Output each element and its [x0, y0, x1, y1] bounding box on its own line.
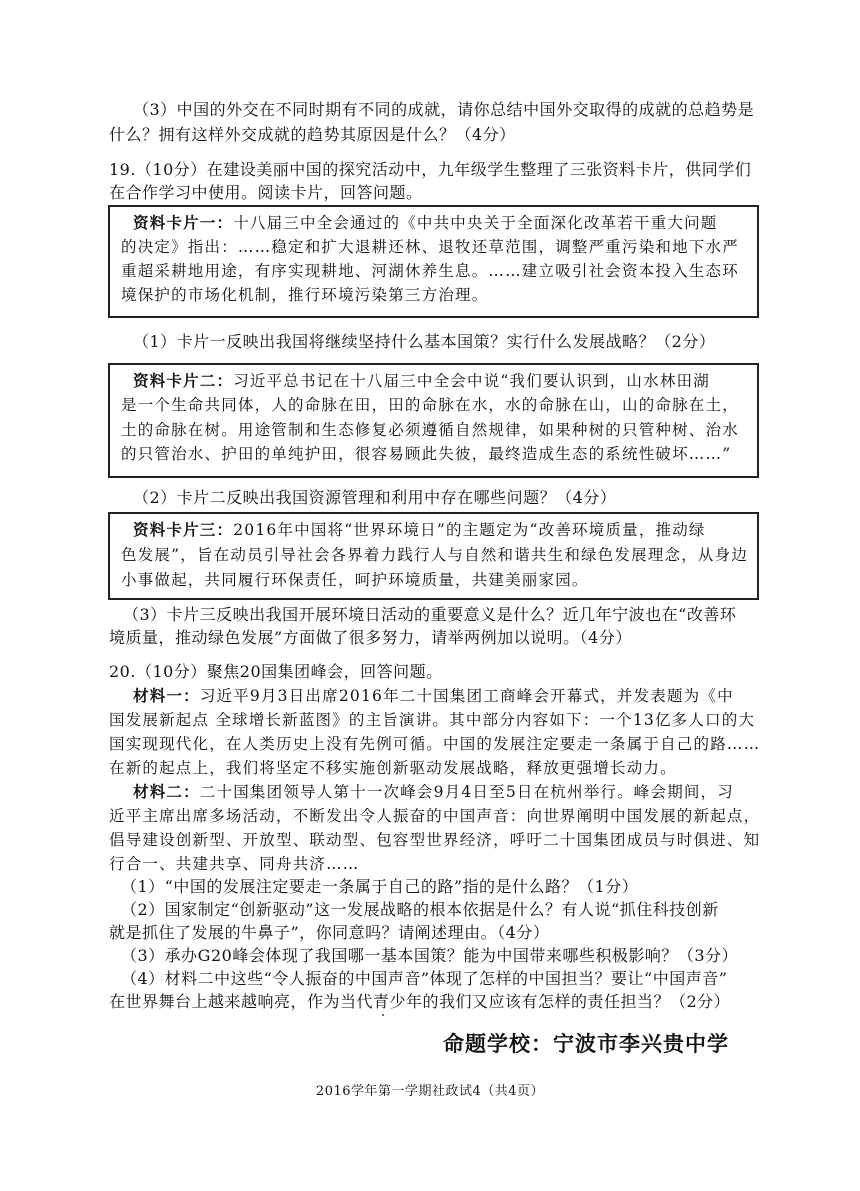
q19-question3-line2: 境质量，推动绿色发展”方面做了很多努力，请举两例加以说明。（4分） [109, 628, 632, 647]
card3-line1 [133, 519, 706, 541]
q19-question3-line1: （3）卡片三反映出我国开展环境日活动的重要意义是什么？近几年宁波也在“改善环 [123, 605, 737, 624]
material2-line1 [133, 781, 734, 803]
material2-line3: 倡导建设创新型、开放型、联动型、包容型世界经济，呼吁二十国集团成员与时俱进、知 [109, 831, 761, 849]
q20-q4-line2: 在世界舞台上越来越响亮，作为当代青少年的我们又应该有怎样的责任担当？（2分） [109, 992, 731, 1011]
card3-line2: 色发展”，旨在动员引导社会各界着力践行人与自然和谐共生和绿色发展理念，从身边 [121, 546, 749, 564]
card2-title: 资料卡片二： [133, 371, 234, 390]
material1-title: 材料一： [133, 686, 200, 705]
card2-line3: 土的命脉在树。用途管制和生态修复必须遵循自然规律，如果种树的只管种树、治水 [121, 421, 739, 439]
card3-text1: 2016年中国将“世界环境日”的主题定为“改善环境质量，推动绿 [233, 521, 706, 539]
material2-title: 材料二： [133, 782, 200, 801]
material1-line2: 国发展新起点 全球增长新蓝图》的主旨演讲。其中部分内容如下：一个13亿多人口的大 [109, 711, 756, 729]
card1-line4: 境保护的市场化机制，推行环境污染第三方治理。 [121, 286, 489, 304]
card3-line3: 小事做起，共同履行环保责任，呵护环境质量，共建美丽家园。 [121, 571, 589, 589]
card2-line2: 是一个生命共同体，人的命脉在田，田的命脉在水，水的命脉在山，山的命脉在土， [121, 396, 739, 414]
card1-line2: 的决定》指出：……稳定和扩大退耕还林、退牧还草范围，调整严重污染和地下水严 [121, 238, 739, 256]
material2-line2: 近平主席出席多场活动，不断发出令人振奋的中国声音：向世界阐明中国发展的新起点， [109, 807, 761, 825]
q20-q2-line1: （2）国家制定“创新驱动”这一发展战略的根本依据是什么？有人说“抓住科技创新 [121, 900, 719, 919]
q19-question1: （1）卡片一反映出我国将继续坚持什么基本国策？实行什么发展战略？（2分） [133, 332, 716, 351]
school-name: 命题学校：宁波市李兴贵中学 [443, 1032, 729, 1056]
material1-text1: 习近平9月3日出席2016年二十国集团工商峰会开幕式，并发表题为《中 [199, 687, 734, 705]
q20-q2-line2: 就是抓住了发展的牛鼻子”，你同意吗？请阐述理由。（4分） [109, 923, 550, 942]
q20-q1: （1）“中国的发展注定要走一条属于自己的路”指的是什么路？（1分） [121, 877, 639, 896]
card3-title: 资料卡片三： [133, 520, 234, 539]
material1-line3: 国实现现代化，在人类历史上没有先例可循。中国的发展注定要走一条属于自己的路…… [109, 735, 761, 753]
q19-question2: （2）卡片二反映出我国资源管理和利用中存在哪些问题？（4分） [133, 488, 617, 507]
q18-part3-line1: （3）中国的外交在不同时期有不同的成就，请你总结中国外交取得的成就的总趋势是 [133, 100, 755, 119]
scan-speck [382, 1014, 384, 1016]
card2-line4: 的只管治水、护田的单纯护田，很容易顾此失彼，最终造成生态的系统性破坏……” [121, 445, 732, 463]
q18-part3-line2: 什么？拥有这样外交成就的趋势其原因是什么？（4分） [109, 125, 516, 144]
q20-intro: 20.（10分）聚焦20国集团峰会，回答问题。 [109, 662, 443, 681]
card2-text1: 习近平总书记在十八届三中全会中说“我们要认识到，山水林田湖 [233, 372, 710, 390]
card2-line1 [133, 370, 710, 392]
q19-intro-line2: 在合作学习中使用。阅读卡片，回答问题。 [109, 183, 423, 202]
q20-q4-line1: （4）材料二中这些“令人振奋的中国声音”体现了怎样的中国担当？要让“中国声音” [121, 969, 728, 988]
card1-title: 资料卡片一： [133, 213, 234, 232]
q19-intro-line1: 19.（10分）在建设美丽中国的探究活动中，九年级学生整理了三张资料卡片，供同学们 [109, 160, 752, 179]
material2-text1: 二十国集团领导人第十一次峰会9月4日至5日在杭州举行。峰会期间，习 [199, 783, 734, 801]
card1-line3: 重超采耕地用途，有序实现耕地、河湖休养生息。……建立吸引社会资本投入生态环 [121, 262, 739, 280]
material1-line1 [133, 685, 734, 707]
card1-line1 [133, 212, 718, 234]
material1-line4: 在新的起点上，我们将坚定不移实施创新驱动发展战略，释放更强增长动力。 [109, 759, 677, 777]
material2-line4: 行合一、共建共享、同舟共济…… [109, 855, 360, 873]
card1-text1: 十八届三中全会通过的《中共中央关于全面深化改革若干重大问题 [233, 214, 718, 232]
q20-q3: （3）承办G20峰会体现了我国哪一基本国策？能为中国带来哪些积极影响？（3分） [121, 946, 739, 965]
page-footer: 2016学年第一学期社政试4（共4页） [315, 1084, 545, 1099]
